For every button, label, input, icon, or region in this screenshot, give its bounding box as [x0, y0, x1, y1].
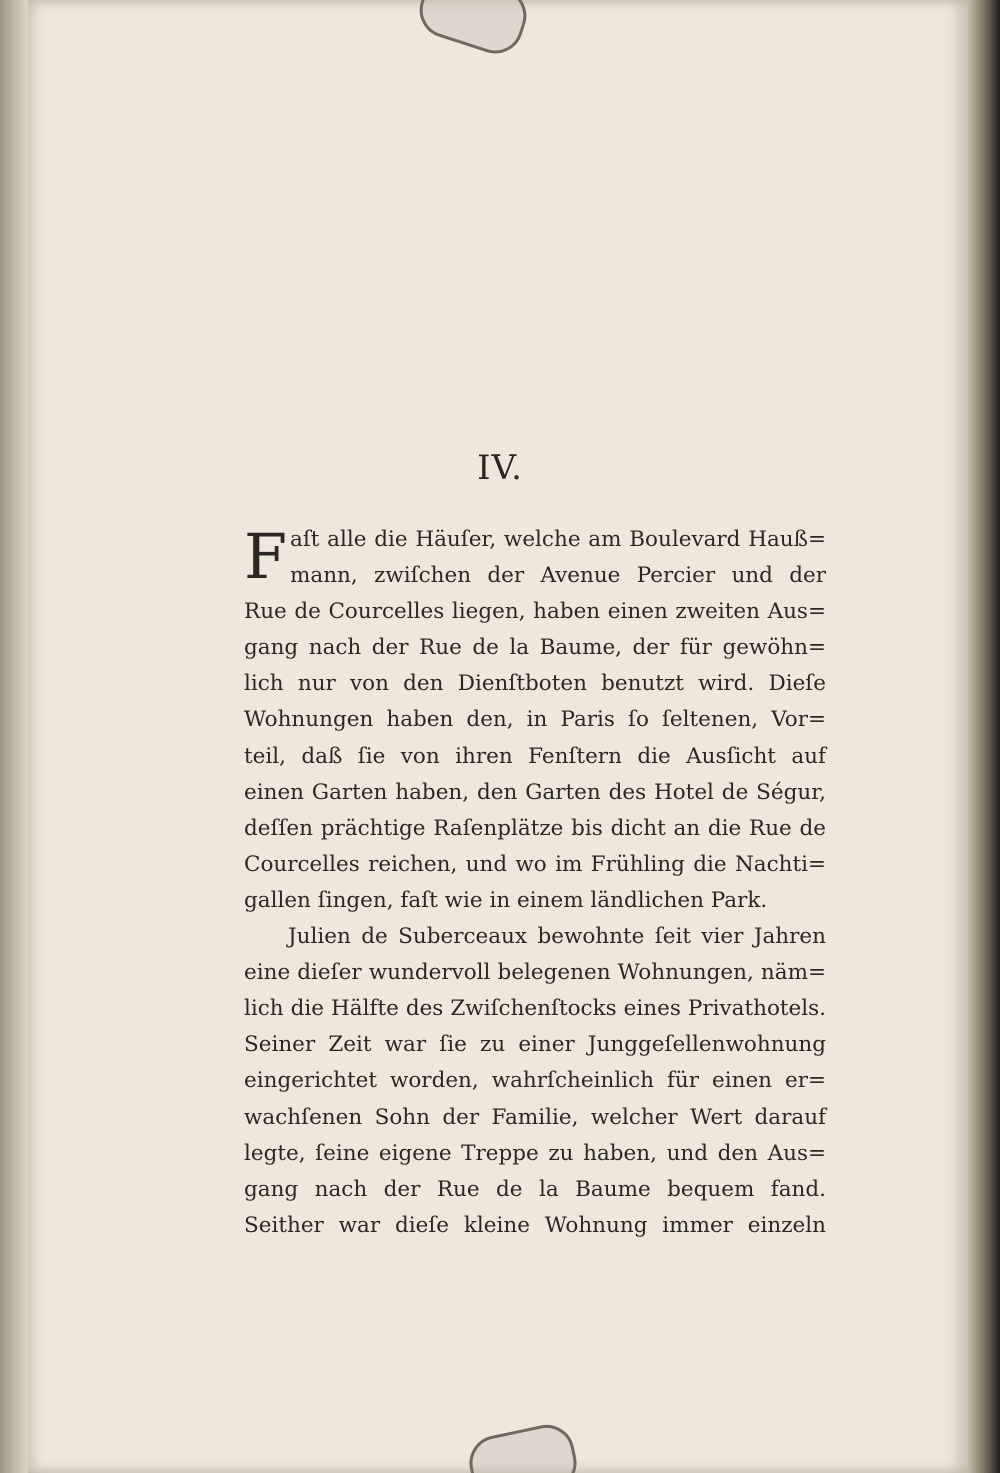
text-line: eingerichtet worden, wahrſcheinlich für einen er=: [244, 1068, 826, 1094]
text-line: lich nur von den Dienſtboten benutzt wird. Dieſe: [244, 671, 826, 697]
text-line: einen Garten haben, den Garten des Hotel de Ségur,: [244, 779, 826, 805]
body-text: [244, 522, 826, 1244]
drop-cap: F: [244, 520, 288, 593]
text-line: gallen ſingen, faſt wie in einem ländlichen Park.: [244, 887, 768, 913]
text-line: gang nach der Rue de la Baume bequem fand.: [244, 1176, 826, 1202]
text-line: Seiner Zeit war ſie zu einer Junggeſellenwohnung: [244, 1032, 826, 1058]
text-line: Julien de Suberceaux bewohnte ſeit vier Jahren: [288, 924, 826, 950]
text-line: wachſenen Sohn der Familie, welcher Wert darauf: [244, 1104, 826, 1130]
page-edge-right: [968, 0, 1000, 1473]
text-line: teil, daß ſie von ihren Fenſtern die Ausſicht auf: [244, 743, 826, 769]
text-line: deſſen prächtige Raſenplätze bis dicht an die Rue de: [244, 815, 826, 841]
text-line: Seither war dieſe kleine Wohnung immer einzeln: [244, 1212, 826, 1238]
text-line: lich die Hälfte des Zwiſchenſtocks eines Privathotels.: [244, 996, 826, 1022]
text-line: aſt alle die Häuſer, welche am Boulevard Hauß=: [290, 527, 826, 552]
text-line: mann, zwiſchen der Avenue Percier und der: [290, 563, 826, 589]
page-edge-left: [0, 0, 28, 1473]
text-line: eine dieſer wundervoll belegenen Wohnungen, näm=: [244, 960, 826, 986]
chapter-heading: IV.: [477, 448, 523, 488]
text-line: Wohnungen haben den, in Paris ſo ſeltenen, Vor=: [244, 707, 826, 733]
text-line: gang nach der Rue de la Baume, der für gewöhn=: [244, 635, 826, 661]
text-line: legte, ſeine eigene Treppe zu haben, und den Aus=: [244, 1140, 826, 1166]
text-line: Rue de Courcelles liegen, haben einen zweiten Aus=: [244, 599, 826, 625]
text-line: Courcelles reichen, und wo im Frühling die Nachti=: [244, 851, 826, 877]
